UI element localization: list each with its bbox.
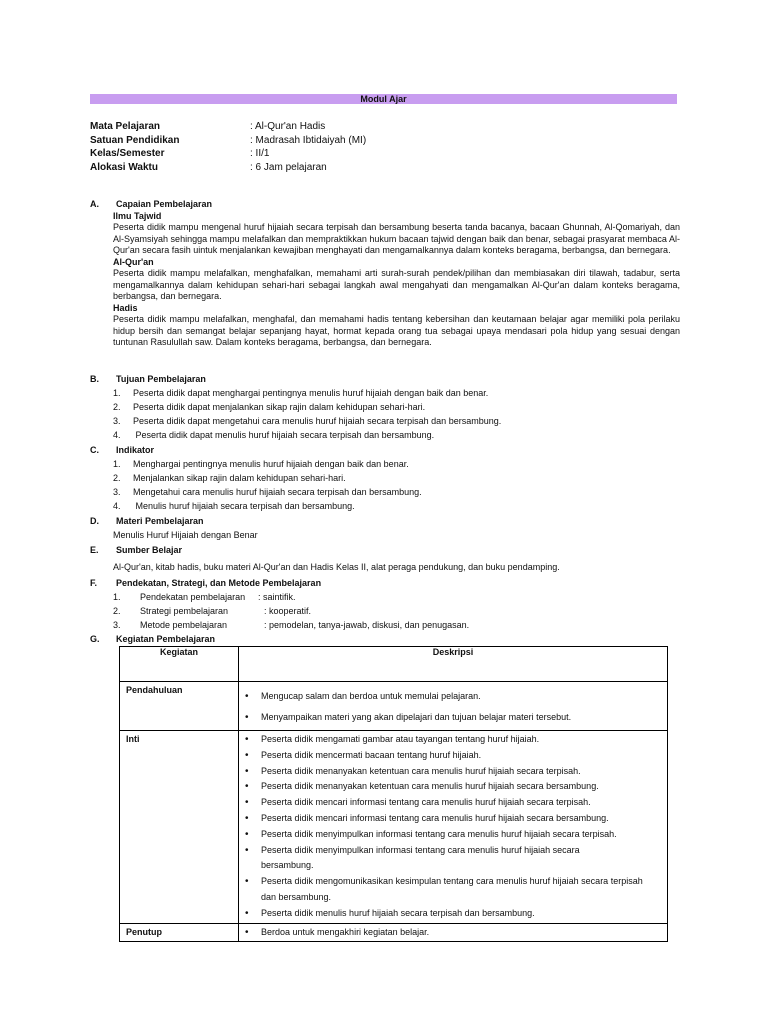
activity-item: • Peserta didik menyimpulkan informasi tentang cara menulis huruf hijaiah secara bersambung. [239,843,667,875]
activity-item: • Peserta didik mengomunikasikan kesimpulan tentang cara menulis huruf hijaiah secara terpisah dan bersambung. [239,874,667,906]
list-item: 4. Menulis huruf hijaiah secara terpisah dan bersambung. [113,500,355,511]
info-row [90,134,366,148]
metode-list [113,590,680,632]
phase-cell: Inti [120,731,239,924]
activity-item: • Berdoa untuk mengakhiri kegiatan belajar. [239,925,667,941]
paragraph-hadis: Peserta didik mampu melafalkan, menghafal, dan memahami hadis tentang kebersihan dan keutamaan belajar agar memiliki pola perilaku hidup bersih dan semangat belajar sepanjang hayat, hormat kepada orang tua sebagai upaya mendasari pola hidup yang sesuai dengan tuntunan Rasulullah saw. Dalam konteks beragama, berbangsa, dan bernegara. [113,314,680,347]
description-cell [239,682,668,731]
section-title: Capaian Pembelajaran [116,199,213,209]
activity-item: • Peserta didik mengamati gambar atau tayangan tentang huruf hijaiah. [239,732,667,748]
section-letter: D. [90,516,99,526]
section-letter: B. [90,374,99,384]
list-item: 4. Peserta didik dapat menulis huruf hijaiah secara terpisah dan bersambung. [113,429,435,440]
section-title: Sumber Belajar [116,545,183,555]
section-title: Kegiatan Pembelajaran [116,634,216,644]
list-item: 2. Menjalankan sikap rajin dalam kehidupan sehari-hari. [113,472,346,483]
paragraph-quran: Peserta didik mampu melafalkan, menghafalkan, memahami arti surah-surah pendek/pilihan dan membiasakan diri tilawah, tadabur, serta mengamalkannya dalam kehidupan sehari-hari sebagai langkah awal mengahyati dan mengamalkan Al-Qur'an dalam konteks beragama, berbangsa, dan bernegara. [113,268,680,301]
info-label: Kelas/Semester [90,148,165,160]
list-item: 1. Menghargai pentingnya menulis huruf hijaiah dengan baik dan benar. [113,458,409,469]
list-item: 2. Peserta didik dapat menjalankan sikap rajin dalam kehidupan sehari-hari. [113,401,426,412]
document-title: Modul Ajar [90,94,677,104]
section-materi [90,516,680,541]
tujuan-list [113,386,680,442]
section-heading [90,634,680,646]
section-heading [90,545,680,557]
section-title: Materi Pembelajaran [116,516,204,526]
section-letter: A. [90,199,99,209]
section-kegiatan [90,634,680,646]
section-title: Tujuan Pembelajaran [116,374,206,384]
subheading-quran: Al-Qur'an [113,256,154,267]
activity-list [239,925,667,941]
info-value: : II/1 [250,148,270,160]
info-value: : Madrasah Ibtidaiyah (MI) [250,134,367,146]
section-title: Indikator [116,445,155,455]
activity-list [239,732,667,922]
indikator-list [113,457,680,513]
column-header-kegiatan: Kegiatan [120,647,239,682]
sumber-text: Al-Qur'an, kitab hadis, buku materi Al-Qur'an dan Hadis Kelas II, alat peraga pendukung, dan buku pendamping. [113,561,560,572]
section-pendekatan [90,578,680,632]
section-letter: C. [90,445,99,455]
section-heading [90,445,680,457]
info-label: Mata Pelajaran [90,121,161,132]
section-heading [90,374,680,386]
info-block [90,120,366,175]
section-heading [90,578,680,590]
section-letter: F. [90,578,98,588]
section-sumber [90,545,680,573]
info-value: : Al-Qur'an Hadis [250,121,326,132]
info-row [90,161,366,175]
section-letter: G. [90,634,100,644]
list-item: 3. Peserta didik dapat mengetahui cara menulis huruf hijaiah secara terpisah dan bersambung. [113,415,502,426]
list-item: 3. Mengetahui cara menulis huruf hijaiah secara terpisah dan bersambung. [113,486,422,497]
section-indikator [90,445,680,513]
table-header-row [120,647,668,682]
info-value: : 6 Jam pelajaran [250,162,327,174]
list-item: 1. Peserta didik dapat menghargai pentingnya menulis huruf hijaiah dengan baik dan benar. [113,387,489,398]
activity-item: • Peserta didik mencari informasi tentang cara menulis huruf hijaiah secara bersambung. [239,811,667,827]
activity-item: • Peserta didik menulis huruf hijaiah secara terpisah dan bersambung. [239,906,667,922]
activity-item: • Peserta didik menanyakan ketentuan cara menulis huruf hijaiah secara bersambung. [239,779,667,795]
activity-item: • Peserta didik menanyakan ketentuan cara menulis huruf hijaiah secara terpisah. [239,764,667,780]
kegiatan-table [119,646,668,942]
list-item: 1. Pendekatan pembelajaran : saintifik. [113,591,296,602]
info-row [90,147,366,161]
column-header-deskripsi: Deskripsi [239,647,668,682]
section-tujuan [90,374,680,442]
list-item: 3. Metode pembelajaran : pemodelan, tanya-jawab, diskusi, dan penugasan. [113,619,470,630]
phase-cell: Penutup [120,923,239,942]
subheading-tajwid: Ilmu Tajwid [113,210,162,221]
table-row [120,731,668,924]
activity-item: • Peserta didik mencari informasi tentang cara menulis huruf hijaiah secara terpisah. [239,795,667,811]
table-row [120,923,668,942]
materi-text: Menulis Huruf Hijaiah dengan Benar [113,529,258,540]
section-heading [90,516,680,528]
activity-item: • Peserta didik menyimpulkan informasi tentang cara menulis huruf hijaiah secara terpisah. [239,827,667,843]
list-item: 2. Strategi pembelajaran : kooperatif. [113,605,312,616]
phase-cell: Pendahuluan [120,682,239,731]
section-title: Pendekatan, Strategi, dan Metode Pembelajaran [116,578,322,588]
info-label: Satuan Pendidikan [90,134,180,146]
description-cell [239,731,668,924]
table-row [120,682,668,731]
section-capaian [90,199,680,349]
info-row [90,120,366,134]
activity-list [239,686,667,728]
section-heading [90,199,680,211]
subheading-hadis: Hadis [113,302,138,313]
description-cell [239,923,668,942]
activity-item: • Menyampaikan materi yang akan dipelajari dan tujuan belajar materi tersebut. [239,707,667,728]
section-letter: E. [90,545,99,555]
activity-item: • Peserta didik mencermati bacaan tentang huruf hijaiah. [239,748,667,764]
paragraph-tajwid: Peserta didik mampu mengenal huruf hijaiah secara terpisah dan bersambung beserta tanda bacanya, bacaan Ghunnah, Al-Qomariyah, dan Al-Syamsiyah sehingga mampu melafalkan dan mempraktikkan hukum bacaan tajwid dengan baik dan benar, sebagai prasyarat membaca Al-Qur'an secara fasih uintuk menjalankan kewajiban menghayati dan mengamalkannya dalam konteks beragama, berbangsa, dan bernegara. [113,222,680,255]
activity-item: • Mengucap salam dan berdoa untuk memulai pelajaran. [239,686,667,707]
info-label: Alokasi Waktu [90,162,158,174]
